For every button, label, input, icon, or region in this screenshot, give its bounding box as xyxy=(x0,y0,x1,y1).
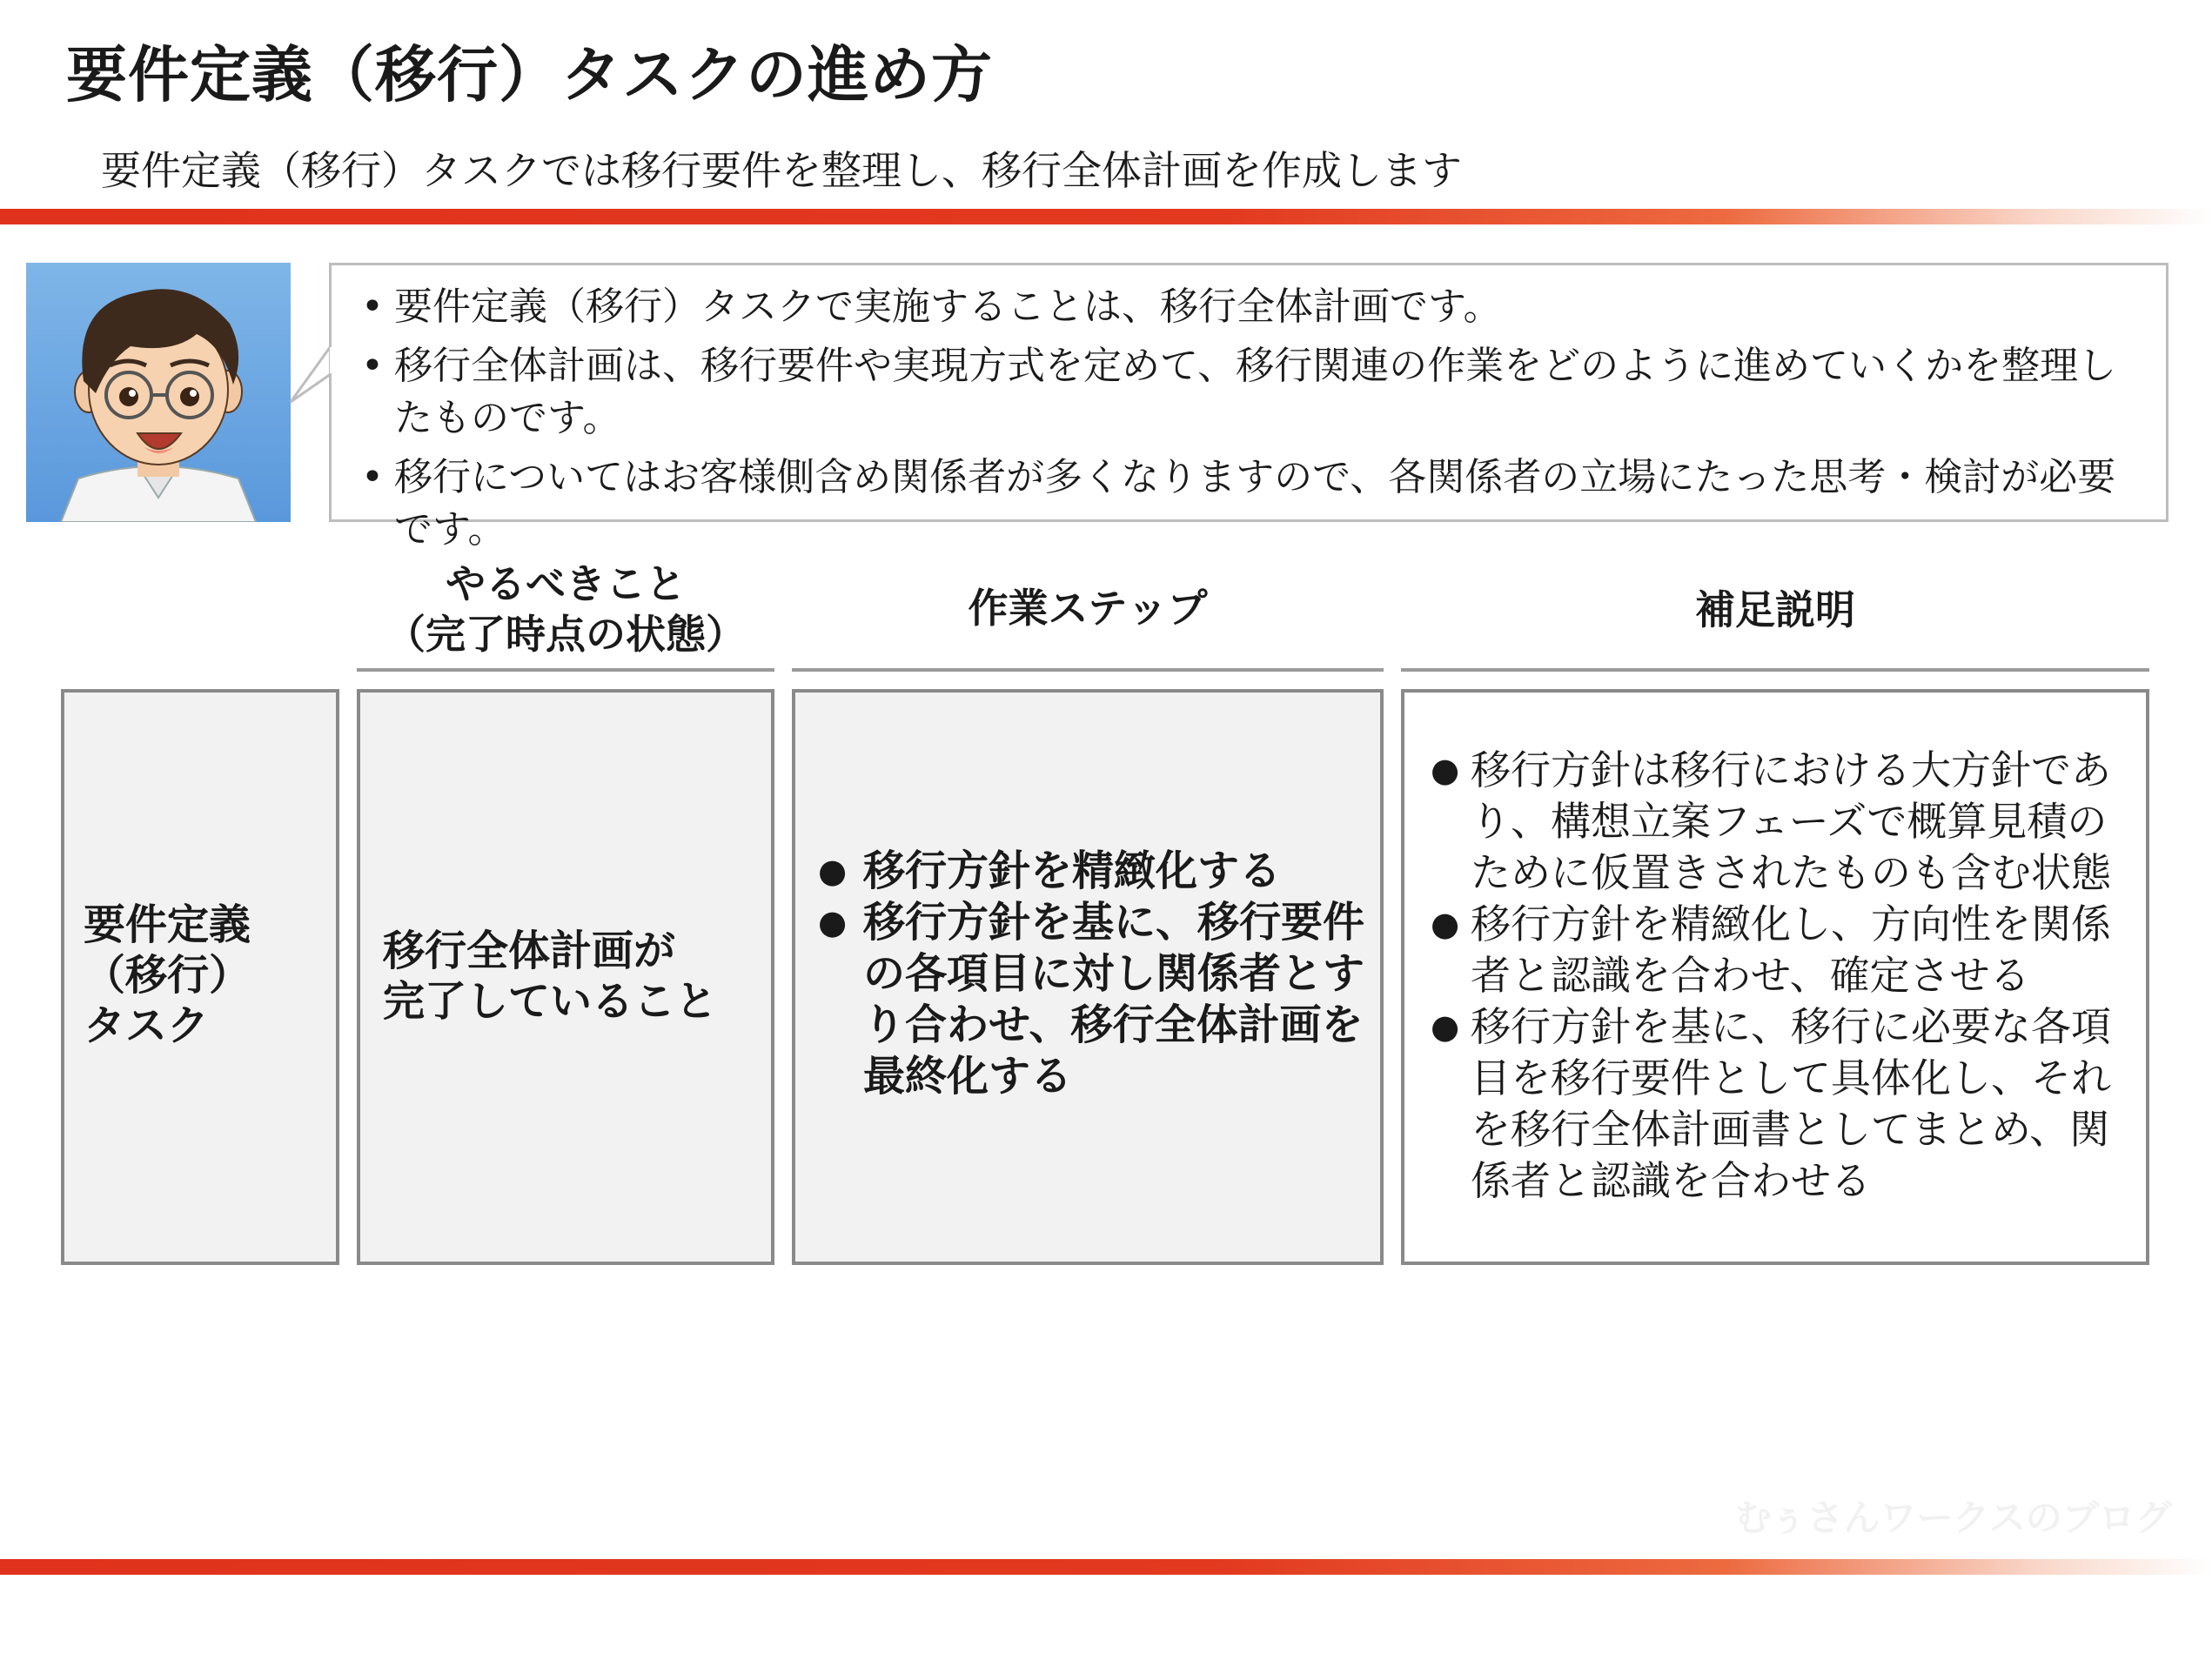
column-header-underline xyxy=(1401,668,2149,672)
speech-bubble xyxy=(329,263,2168,552)
column-header-todo xyxy=(357,559,774,659)
done-state xyxy=(383,926,717,1027)
page-title: 要件定義（移行）タスクの進め方 xyxy=(66,39,993,110)
avatar xyxy=(26,263,291,522)
watermark: むぅさんワークスのブログ xyxy=(1735,1496,2172,1539)
footer-accent-rule xyxy=(0,1559,2212,1575)
bubble-tail-joint xyxy=(330,347,333,373)
task-name xyxy=(84,900,251,1051)
note-item: ● 移行方針を精緻化し、方向性を関係者と認識を合わせ、確定させる xyxy=(1431,899,2127,1001)
column-header-steps: 作業ステップ xyxy=(968,585,1208,632)
steps-list xyxy=(818,846,1375,1102)
page-subtitle: 要件定義（移行）タスクでは移行要件を整理し、移行全体計画を作成します xyxy=(101,147,1462,194)
bubble-line: • 移行についてはお客様側含め関係者が多くなりますので、各関係者の立場にたった思考・検討が必要です。 xyxy=(349,452,2148,556)
step-item: ● 移行方針を精緻化する xyxy=(818,846,1375,897)
done-state-line2: 完了していること xyxy=(383,977,718,1026)
column-header-underline xyxy=(357,668,774,672)
column-header-underline xyxy=(792,668,1384,672)
person-illustration-icon xyxy=(26,263,291,522)
column-header-notes: 補足説明 xyxy=(1695,586,1855,633)
task-name-line2: （移行） xyxy=(84,951,251,1000)
done-state-line1: 移行全体計画が xyxy=(383,927,676,975)
note-item: ● 移行方針は移行における大方針であり、構想立案フェーズで概算見積のために仮置きされたものも含む状態 xyxy=(1431,745,2127,899)
notes-list xyxy=(1431,745,2127,1207)
note-item: ● 移行方針を基に、移行に必要な各項目を移行要件として具体化し、それを移行全体計画書としてまとめ、関係者と認識を合わせる xyxy=(1431,1001,2127,1207)
task-name-line3: タスク xyxy=(84,1001,210,1050)
step-item: ● 移行方針を基に、移行要件の各項目に対し関係者とすり合わせ、移行全体計画を最終化する xyxy=(818,897,1375,1102)
bubble-line: • 移行全体計画は、移行要件や実現方式を定めて、移行関連の作業をどのように進めていくかを整理したものです。 xyxy=(349,340,2148,445)
header-accent-rule xyxy=(0,209,2212,224)
column-header-todo-line2: （完了時点の状態） xyxy=(385,611,746,658)
column-header-todo-line1: やるべきこと xyxy=(446,560,686,607)
bubble-line: • 要件定義（移行）タスクで実施することは、移行全体計画です。 xyxy=(349,281,2148,333)
task-name-line1: 要件定義 xyxy=(84,900,251,949)
